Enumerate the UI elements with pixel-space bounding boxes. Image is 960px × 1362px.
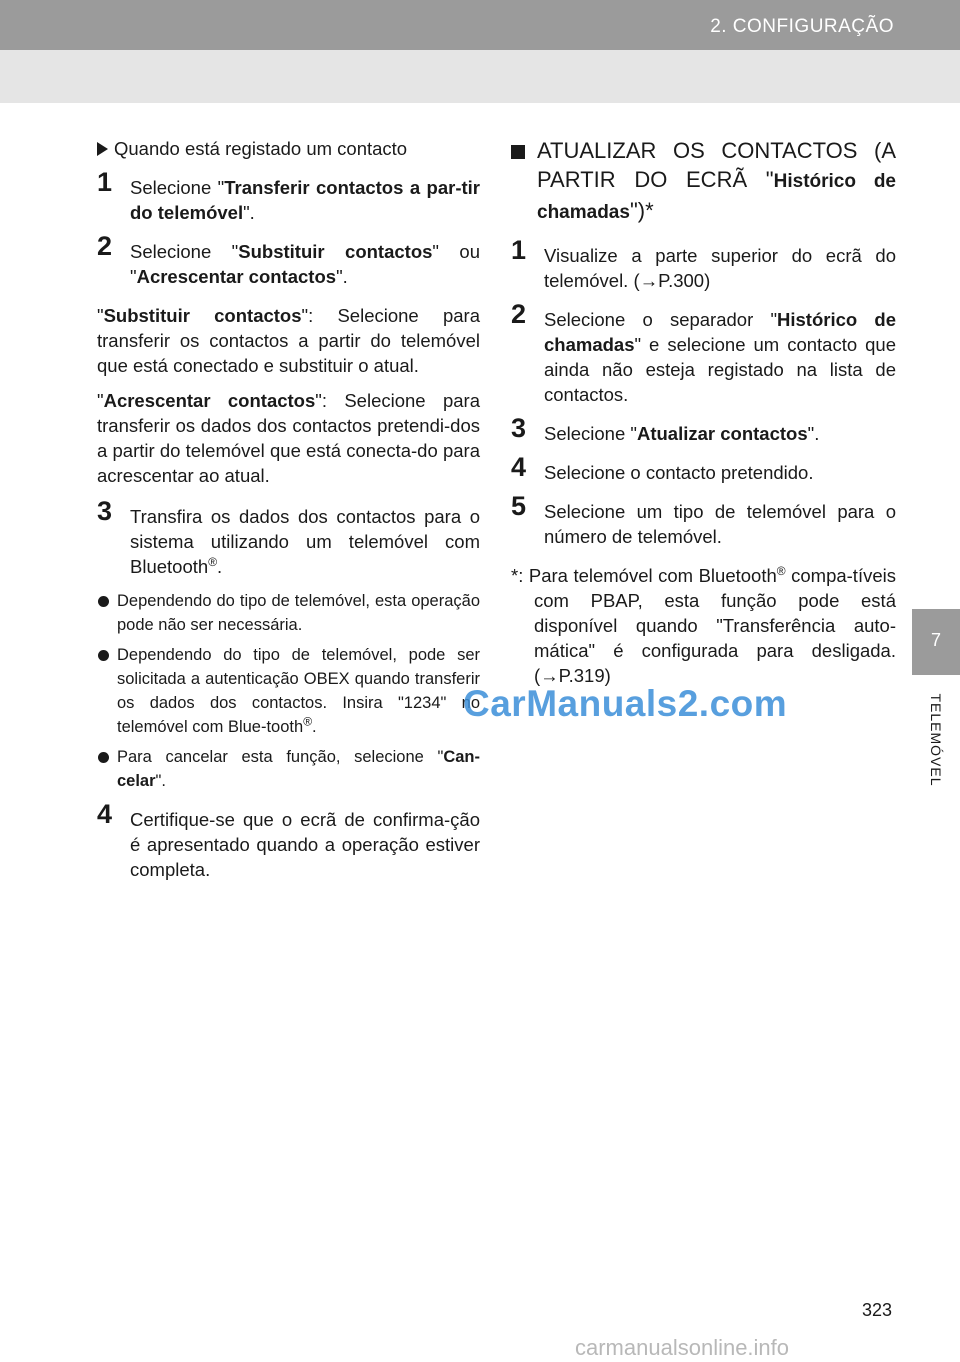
- step-number: 4: [511, 452, 527, 482]
- footnote: *: Para telemóvel com Bluetooth® compa-tíveis com PBAP, esta função pode está disponível quando "Transferência auto-mática" é configurada para desligada. (→P.319): [511, 563, 896, 686]
- section-heading: ATUALIZAR OS CONTACTOS (A PARTIR DO ECRÃ "Histórico de chamadas")*: [511, 136, 896, 227]
- step-1: 1 Visualize a parte superior do ecrã do telemóvel. (→P.300): [511, 235, 896, 291]
- bullet-item: Dependendo do tipo de telemóvel, esta operação pode não ser necessária.: [97, 589, 480, 637]
- step-5: 5 Selecione um tipo de telemóvel para o número de telemóvel.: [511, 491, 896, 547]
- step-4: 4 Certifique-se que o ecrã de confirma-ção é apresentado quando a operação estiver completa.: [97, 799, 480, 880]
- bullet-dot-icon: [98, 650, 109, 661]
- page-number: 323: [861, 1300, 892, 1320]
- step-number: 4: [97, 799, 113, 829]
- header-bar: [0, 0, 960, 103]
- step-number: 5: [511, 491, 527, 521]
- triangle-arrow-icon: [97, 142, 108, 156]
- step-2: 2 Selecione o separador "Histórico de chamadas" e selecione um contacto que ainda não esteja registado na lista de contactos.: [511, 299, 896, 405]
- step-number: 3: [511, 413, 527, 443]
- step-number: 3: [97, 496, 113, 526]
- step-2: 2 Selecione "Substituir contactos" ou "Acrescentar contactos".: [97, 231, 480, 287]
- append-description: "Acrescentar contactos": Selecione para transferir os dados dos contactos pretendi-dos a partir do telemóvel que está conecta-do para acrescentar ao atual.: [97, 390, 480, 486]
- section-title: 2. CONFIGURAÇÃO: [710, 16, 894, 37]
- bullet-item: Para cancelar esta função, selecione "Can-celar".: [97, 745, 480, 793]
- replace-description: "Substituir contactos": Selecione para transferir os contactos a partir do telemóvel que está conectado e substituir o atual.: [97, 305, 480, 376]
- chapter-label: TELEMÓVEL: [928, 693, 944, 787]
- watermark-logo: CarManuals2.com: [463, 683, 788, 724]
- bullet-dot-icon: [98, 752, 109, 763]
- step-3: 3 Transfira os dados dos contactos para o sistema utilizando um telemóvel com Bluetooth®.: [97, 496, 480, 577]
- step-1: 1 Selecione "Transferir contactos a par-tir do telemóvel".: [97, 167, 480, 223]
- step-4: 4 Selecione o contacto pretendido.: [511, 452, 814, 483]
- right-column: [511, 136, 896, 688]
- step-number: 2: [97, 231, 113, 261]
- bullet-dot-icon: [98, 596, 109, 607]
- left-column: [97, 136, 480, 896]
- chapter-tab[interactable]: 7: [912, 609, 960, 675]
- condition-line: Quando está registado um contacto: [97, 136, 480, 161]
- square-bullet-icon: [511, 145, 525, 159]
- step-3: 3 Selecione "Atualizar contactos".: [511, 413, 820, 444]
- step-number: 1: [511, 235, 527, 265]
- step-number: 1: [97, 167, 113, 197]
- footer-watermark: carmanualsonline.info: [575, 1335, 790, 1360]
- bullet-item: Dependendo do tipo de telemóvel, pode ser solicitada a autenticação OBEX quando transferir os dados dos contactos. Insira "1234" no telemóvel com Blue-tooth®.: [97, 643, 480, 739]
- step-number: 2: [511, 299, 527, 329]
